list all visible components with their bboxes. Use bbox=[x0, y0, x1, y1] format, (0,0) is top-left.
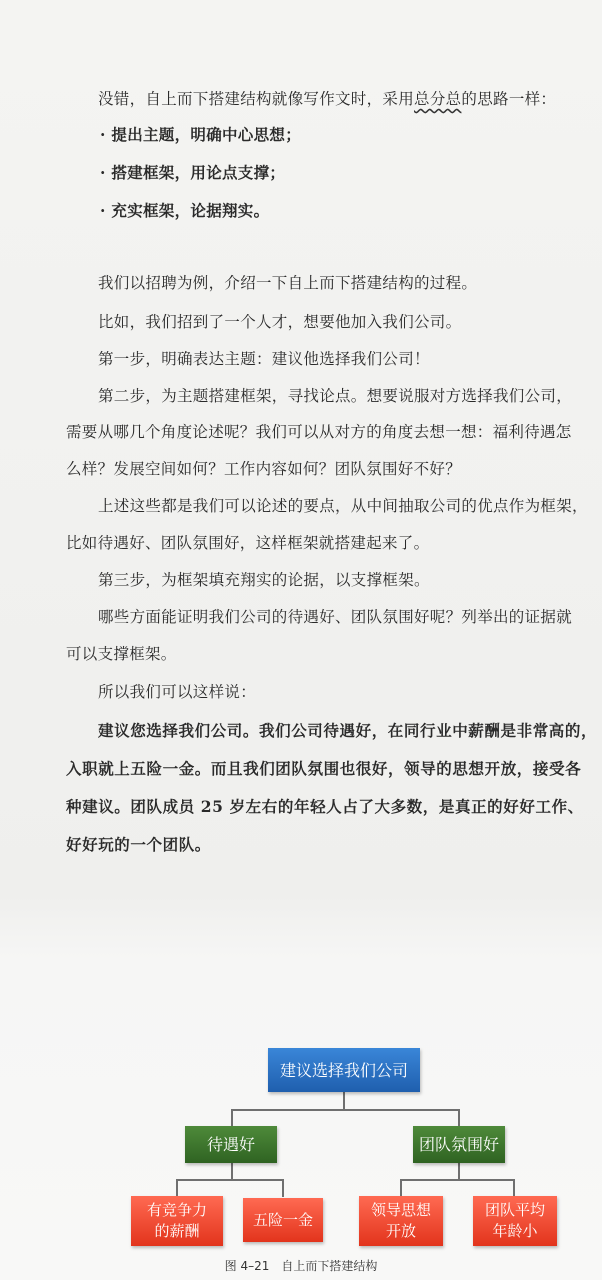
paragraph-4-line-1: 第二步，为主题搭建框架，寻找论点。想要说服对方选择我们公司， bbox=[98, 387, 573, 405]
connector-leaf2 bbox=[282, 1179, 284, 1197]
figure-caption: 图 4–21 自上而下搭建结构 bbox=[224, 1259, 378, 1273]
emphasis-zongfenzong: 总分总 bbox=[414, 90, 462, 108]
quote-line-4: 好好玩的一个团队。 bbox=[66, 835, 211, 854]
intro-line: 没错，自上而下搭建结构就像写作文时，采用总分总的思路一样： bbox=[98, 90, 557, 108]
leaf-insurance: 五险一金 bbox=[243, 1198, 323, 1242]
root-node: 建议选择我们公司 bbox=[268, 1048, 420, 1092]
node-team-atmosphere: 团队氛围好 bbox=[413, 1126, 505, 1163]
quote-line-1: 建议您选择我们公司。我们公司待遇好，在同行业中薪酬是非常高的， bbox=[98, 721, 598, 740]
paragraph-5-line-2: 比如待遇好、团队氛围好，这样框架就搭建起来了。 bbox=[66, 534, 430, 552]
paragraph-4-line-2: 需要从哪几个角度论述呢？我们可以从对方的角度去想一想：福利待遇怎 bbox=[66, 423, 572, 441]
paragraph-2: 比如，我们招到了一个人才，想要他加入我们公司。 bbox=[98, 313, 462, 331]
connector-root bbox=[343, 1092, 345, 1110]
connector-h3 bbox=[400, 1179, 515, 1181]
paragraph-5-line-1: 上述这些都是我们可以论述的要点，从中间抽取公司的优点作为框架， bbox=[98, 497, 588, 515]
connector-h2 bbox=[176, 1179, 284, 1181]
paragraph-7-line-2: 可以支撑框架。 bbox=[66, 645, 177, 663]
quote-line-3: 种建议。团队成员 25 岁左右的年轻人占了大多数，是真正的好好工作、 bbox=[66, 797, 584, 816]
leaf-open-leadership: 领导思想 开放 bbox=[359, 1196, 443, 1246]
leaf-competitive-salary: 有竞争力 的薪酬 bbox=[131, 1196, 223, 1246]
paragraph-3: 第一步，明确表达主题：建议他选择我们公司！ bbox=[98, 350, 430, 368]
connector-left-down bbox=[231, 1163, 233, 1180]
connector-right bbox=[458, 1109, 460, 1126]
bullet-2: · 搭建框架，用论点支撑； bbox=[100, 163, 286, 182]
connector-h1 bbox=[231, 1109, 460, 1111]
paragraph-7-line-1: 哪些方面能证明我们公司的待遇好、团队氛围好呢？列举出的证据就 bbox=[98, 608, 573, 626]
connector-leaf1 bbox=[176, 1179, 178, 1197]
connector-left bbox=[231, 1109, 233, 1126]
node-good-pay: 待遇好 bbox=[185, 1126, 277, 1163]
paragraph-4-line-3: 么样？发展空间如何？工作内容如何？团队氛围好不好？ bbox=[66, 460, 462, 478]
bullet-1: · 提出主题，明确中心思想； bbox=[100, 125, 301, 144]
connector-leaf4 bbox=[513, 1179, 515, 1197]
connector-leaf3 bbox=[400, 1179, 402, 1197]
bullet-3: · 充实框架，论据翔实。 bbox=[100, 201, 270, 220]
paragraph-8: 所以我们可以这样说： bbox=[98, 683, 257, 701]
paragraph-6: 第三步，为框架填充翔实的论据，以支撑框架。 bbox=[98, 571, 430, 589]
leaf-young-team: 团队平均 年龄小 bbox=[473, 1196, 557, 1246]
paragraph-1: 我们以招聘为例，介绍一下自上而下搭建结构的过程。 bbox=[98, 274, 478, 292]
connector-right-down bbox=[458, 1163, 460, 1180]
quote-line-2: 入职就上五险一金。而且我们团队氛围也很好，领导的思想开放，接受各 bbox=[66, 759, 582, 778]
